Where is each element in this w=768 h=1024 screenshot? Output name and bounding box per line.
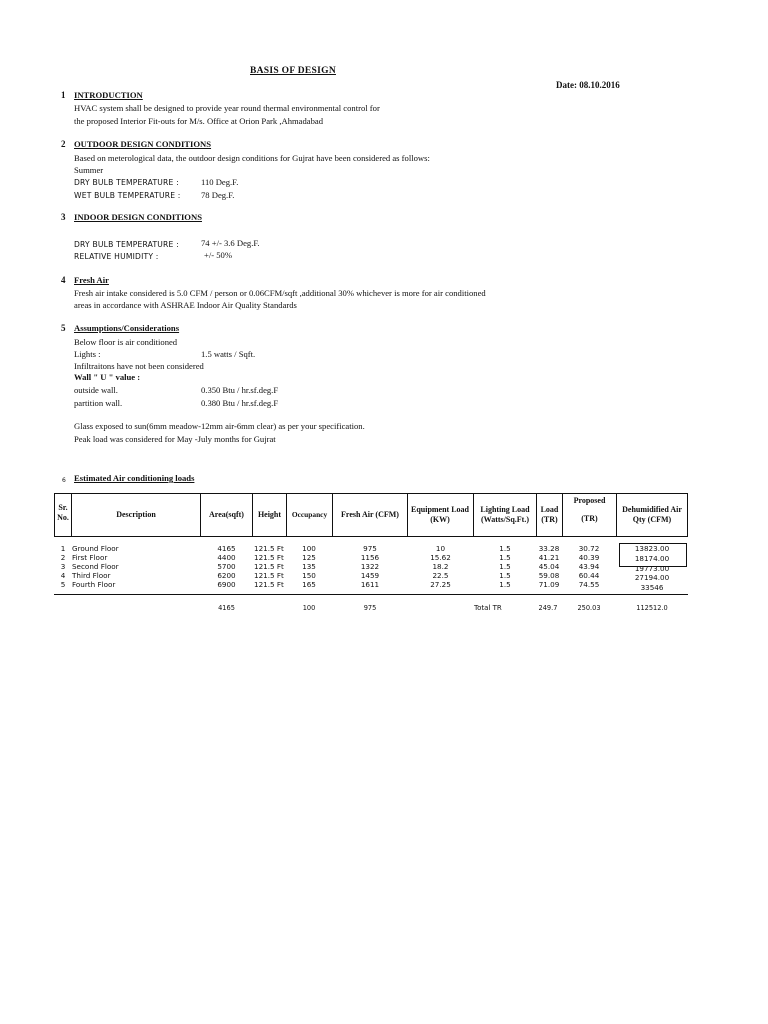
row-4-fresh-air: 1459 xyxy=(360,571,380,580)
row-4-equipment: 22.5 xyxy=(432,571,449,580)
section-1-heading: INTRODUCTION xyxy=(74,90,143,100)
row-1-height: 121.5 Ft xyxy=(254,544,284,553)
row-2-dehumidified: 18174.00 xyxy=(634,554,670,563)
row-5-description: Fourth Floor xyxy=(72,580,116,589)
row-3-description: Second Floor xyxy=(72,562,119,571)
indoor-rh-value: +/- 50% xyxy=(204,250,232,260)
row-1-equipment: 10 xyxy=(435,544,446,553)
partition-wall-value: 0.380 Btu / hr.sf.deg.F xyxy=(201,398,279,408)
row-2-description: First Floor xyxy=(72,553,108,562)
row-5-dehumidified: 33546 xyxy=(640,583,664,592)
section-4-heading: Fresh Air xyxy=(74,275,109,285)
section-6-heading: Estimated Air conditioning loads xyxy=(74,473,195,483)
row-2-lighting: 1.5 xyxy=(499,553,511,562)
header-height: Height xyxy=(257,510,282,519)
section-3-number: 3 xyxy=(61,212,66,222)
section-5-number: 5 xyxy=(61,323,66,333)
header-lighting-load: Lighting Load (Watts/Sq.Ft.) xyxy=(480,505,530,524)
document-date: Date: 08.10.2016 xyxy=(556,80,620,90)
row-1-description: Ground Floor xyxy=(72,544,119,553)
header-occupancy: Occupancy xyxy=(291,510,328,519)
row-5-proposed: 74.55 xyxy=(578,580,600,589)
partition-wall-label: partition wall. xyxy=(74,398,123,408)
page-title: BASIS OF DESIGN xyxy=(250,66,336,76)
row-5-area: 6900 xyxy=(217,580,236,589)
row-2-proposed: 40.39 xyxy=(578,553,600,562)
section-2-season: Summer xyxy=(74,165,104,175)
row-4-load: 59.08 xyxy=(538,571,560,580)
wall-u-value-heading: Wall " U " value : xyxy=(74,372,141,382)
row-2-load: 41.21 xyxy=(538,553,560,562)
row-3-lighting: 1.5 xyxy=(499,562,511,571)
outdoor-dbt-label: DRY BULB TEMPERATURE : xyxy=(74,178,179,187)
row-5-load: 71.09 xyxy=(538,580,560,589)
section-4-line2: areas in accordance with ASHRAE Indoor Air Quality Standards xyxy=(74,300,297,310)
total-load: 249.7 xyxy=(538,604,558,612)
lights-value: 1.5 watts / Sqft. xyxy=(201,349,256,359)
section-1-line2: the proposed Interior Fit-outs for M/s. Office at Orion Park ,Ahmadabad xyxy=(74,116,324,126)
indoor-rh-label: RELATIVE HUMIDITY : xyxy=(74,252,159,261)
row-1-dehumidified: 13823.00 xyxy=(634,544,670,553)
row-4-area: 6200 xyxy=(217,571,236,580)
row-4-lighting: 1.5 xyxy=(499,571,511,580)
header-load-tr: Load (TR) xyxy=(540,505,559,524)
total-tr-label: Total TR xyxy=(474,604,502,612)
row-4-dehumidified: 27194.00 xyxy=(634,573,670,582)
outdoor-wbt-value: 78 Deg.F. xyxy=(201,190,235,200)
header-equipment-load: Equipment Load (KW) xyxy=(410,505,470,524)
row-5-lighting: 1.5 xyxy=(499,580,511,589)
outside-wall-label: outside wall. xyxy=(74,385,118,395)
section-4-number: 4 xyxy=(61,275,66,285)
row-1-proposed: 30.72 xyxy=(578,544,600,553)
row-1-area: 4165 xyxy=(217,544,236,553)
header-description: Description xyxy=(116,510,156,519)
row-3-load: 45.04 xyxy=(538,562,560,571)
row-1-sr: 1 xyxy=(60,544,66,553)
row-3-equipment: 18.2 xyxy=(432,562,449,571)
row-4-height: 121.5 Ft xyxy=(254,571,284,580)
row-5-equipment: 27.25 xyxy=(430,580,451,589)
outdoor-dbt-value: 110 Deg.F. xyxy=(201,177,239,187)
row-2-area: 4400 xyxy=(217,553,236,562)
section-5-line1: Below floor is air conditioned xyxy=(74,337,178,347)
lights-label: Lights : xyxy=(74,349,101,359)
header-fresh-air: Fresh Air (CFM) xyxy=(341,510,399,519)
header-proposed-tr: (TR) xyxy=(581,514,598,523)
section-2-number: 2 xyxy=(61,139,66,149)
total-fresh-air: 975 xyxy=(363,604,377,612)
row-3-height: 121.5 Ft xyxy=(254,562,284,571)
row-2-sr: 2 xyxy=(60,553,66,562)
section-2-line1: Based on meterological data, the outdoor design conditions for Gujrat have been considered as follows: xyxy=(74,153,430,163)
section-4-line1: Fresh air intake considered is 5.0 CFM / person or 0.06CFM/sqft ,additional 30% whichever is more for air conditioned xyxy=(74,288,486,298)
section-6-number: 6 xyxy=(62,477,66,484)
section-5-infiltration: Infiltraitons have not been considered xyxy=(74,361,204,371)
section-2-heading: OUTDOOR DESIGN CONDITIONS xyxy=(74,139,212,149)
header-sr-no: Sr. No. xyxy=(57,503,69,522)
glass-spec: Glass exposed to sun(6mm meadow-12mm air-6mm clear) as per your specification. xyxy=(74,421,365,431)
indoor-dbt-label: DRY BULB TEMPERATURE : xyxy=(74,240,179,249)
row-5-sr: 5 xyxy=(60,580,66,589)
outdoor-wbt-label: WET BULB TEMPERATURE : xyxy=(74,191,181,200)
total-occupancy: 100 xyxy=(302,604,316,612)
header-dehumidified-air: Dehumidified Air Qty (CFM) xyxy=(622,505,682,524)
row-1-load: 33.28 xyxy=(538,544,560,553)
header-proposed: Proposed xyxy=(573,496,606,505)
section-1-number: 1 xyxy=(61,90,66,100)
row-5-occupancy: 165 xyxy=(302,580,316,589)
outside-wall-value: 0.350 Btu / hr.sf.deg.F xyxy=(201,385,279,395)
section-1-line1: HVAC system shall be designed to provide year round thermal environmental control for xyxy=(74,103,380,113)
row-3-proposed: 43.94 xyxy=(578,562,600,571)
indoor-dbt-value: 74 +/- 3.6 Deg.F. xyxy=(201,238,260,248)
row-4-occupancy: 150 xyxy=(302,571,316,580)
row-3-sr: 3 xyxy=(60,562,66,571)
row-2-equipment: 15.62 xyxy=(430,553,451,562)
row-3-fresh-air: 1322 xyxy=(360,562,380,571)
header-area: Area(sqft) xyxy=(209,510,244,519)
total-dehumidified: 112512.0 xyxy=(636,604,668,612)
row-3-area: 5700 xyxy=(217,562,236,571)
row-5-fresh-air: 1611 xyxy=(360,580,380,589)
totals-divider xyxy=(54,594,688,595)
section-5-heading: Assumptions/Considerations xyxy=(74,323,180,333)
total-proposed: 250.03 xyxy=(577,604,601,612)
row-4-sr: 4 xyxy=(60,571,66,580)
row-5-height: 121.5 Ft xyxy=(254,580,284,589)
row-2-occupancy: 125 xyxy=(302,553,316,562)
row-4-description: Third Floor xyxy=(72,571,111,580)
row-1-lighting: 1.5 xyxy=(499,544,511,553)
row-3-occupancy: 135 xyxy=(302,562,316,571)
total-area: 4165 xyxy=(218,604,235,612)
peak-load-note: Peak load was considered for May -July months for Gujrat xyxy=(74,434,276,444)
row-1-fresh-air: 975 xyxy=(363,544,377,553)
row-1-occupancy: 100 xyxy=(302,544,316,553)
section-3-heading: INDOOR DESIGN CONDITIONS xyxy=(74,212,202,222)
row-3-dehumidified: 19773.00 xyxy=(634,564,670,573)
row-2-height: 121.5 Ft xyxy=(254,553,284,562)
row-2-fresh-air: 1156 xyxy=(360,553,380,562)
row-4-proposed: 60.44 xyxy=(578,571,600,580)
